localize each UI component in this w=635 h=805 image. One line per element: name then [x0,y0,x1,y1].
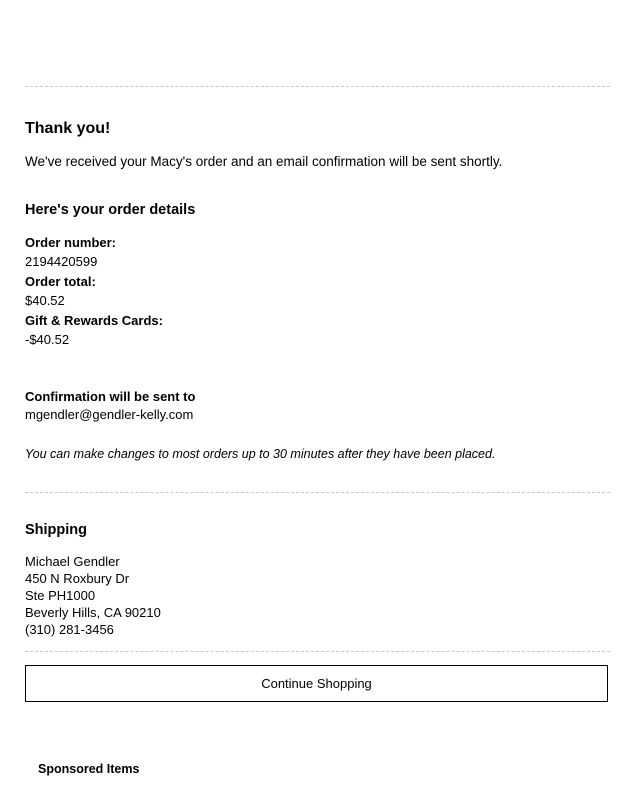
gift-cards-label: Gift & Rewards Cards: [25,313,163,328]
shipping-street: 450 N Roxbury Dr [25,571,130,586]
confirmation-email-address: mgendler@gendler-kelly.com [25,407,194,422]
sponsored-items-heading: Sponsored Items [38,762,140,776]
shipping-name: Michael Gendler [25,554,120,569]
shipping-address [25,553,161,638]
shipping-unit: Ste PH1000 [25,588,96,603]
confirmation-message: We've received your Macy's order and an email confirmation will be sent shortly. [25,154,503,169]
shipping-city-state-zip: Beverly Hills, CA 90210 [25,605,161,620]
gift-cards-value: -$40.52 [25,332,70,347]
shipping-phone: (310) 281-3456 [25,622,114,637]
bottom-divider [25,651,610,652]
top-divider [25,86,610,87]
order-number-label: Order number: [25,235,117,250]
continue-shopping-label: Continue Shopping [261,676,372,691]
confirmation-email-label: Confirmation will be sent to [25,389,196,404]
order-changes-note: You can make changes to most orders up to 30 minutes after they have been placed. [25,447,496,461]
order-details-heading: Here's your order details [25,202,196,218]
order-total-value: $40.52 [25,293,65,308]
continue-shopping-button[interactable] [25,665,608,702]
thank-you-heading: Thank you! [25,120,111,137]
order-number-value: 2194420599 [25,254,98,269]
shipping-heading: Shipping [25,522,88,538]
middle-divider [25,492,610,493]
order-total-label: Order total: [25,274,96,289]
